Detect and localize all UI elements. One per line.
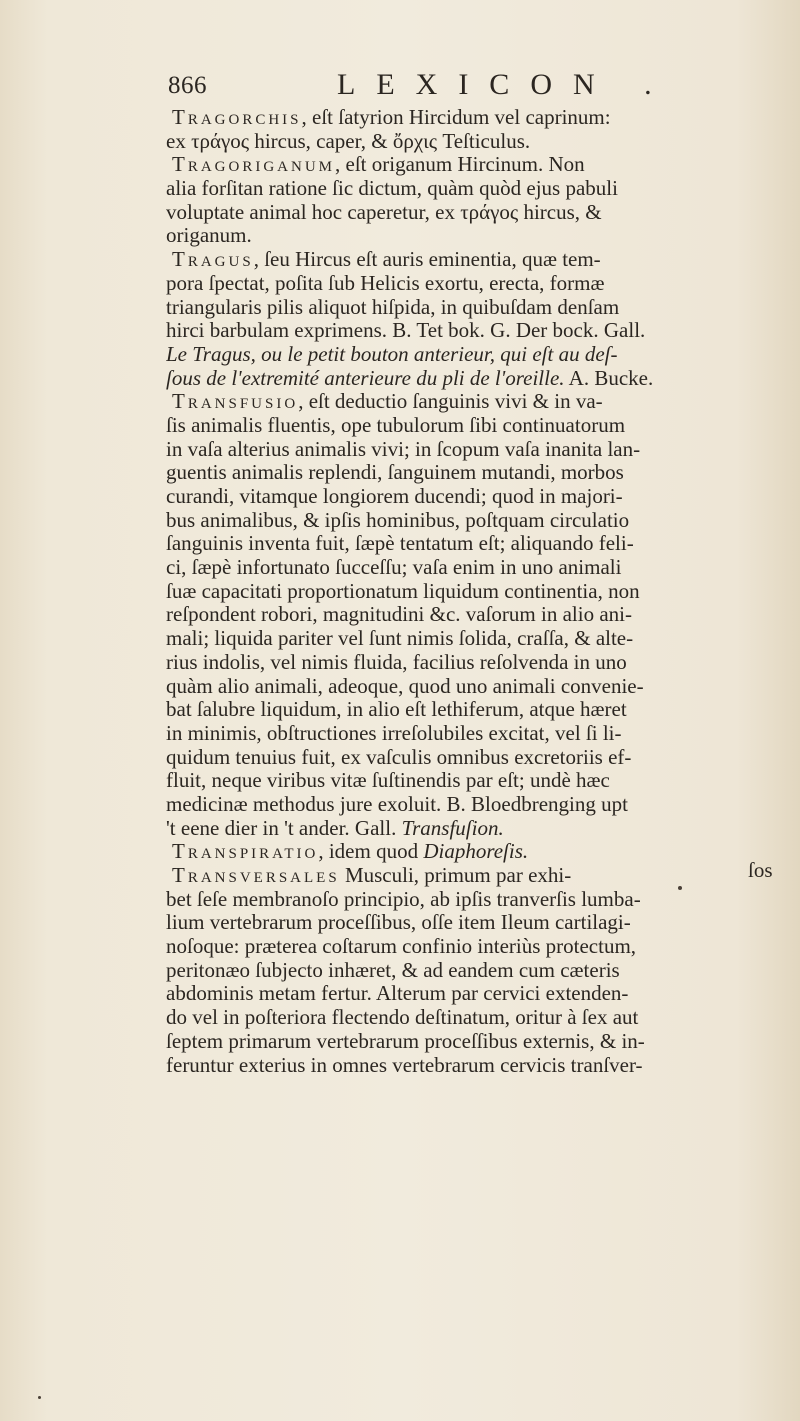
line-text: , ſeu Hircus eſt auris eminentia, quæ tem-: [253, 248, 601, 272]
line-text: Musculi, primum par exhi-: [339, 864, 572, 887]
text-line: [166, 769, 794, 793]
italic-text: Transfuſion.: [401, 816, 504, 840]
text-line: [166, 556, 794, 580]
text-line: [166, 698, 794, 722]
text-line: [166, 343, 794, 367]
line-text: mali; liquida pariter vel ſunt nimis ſolida, craſſa, & alte-: [166, 627, 634, 651]
text-line: [166, 580, 794, 604]
headword: Transpiratio: [172, 840, 319, 864]
headword: Tragoriganum: [172, 153, 335, 177]
text-line: [166, 651, 794, 675]
text-line: [166, 509, 794, 533]
line-text: triangularis pilis aliquot hiſpida, in quibuſdam denſam: [166, 295, 620, 319]
line-text: guentis animalis replendi, ſanguinem mutandi, morbos: [166, 461, 624, 485]
line-text: ſis animalis fluentis, ope tubulorum ſibi continuatorum: [166, 413, 626, 437]
text-line: [166, 840, 794, 864]
text-line: [166, 982, 794, 1006]
text-line: [166, 130, 794, 154]
text-line: [166, 864, 794, 888]
line-text: ex τράγος hircus, caper, & ὄρχις Teſticulus.: [166, 129, 531, 153]
ink-speck: [38, 1396, 41, 1399]
headword: Transversales: [172, 864, 340, 887]
text-line: [166, 746, 794, 770]
line-text: lium vertebrarum proceſſibus, oſſe item Ileum cartilagi-: [166, 911, 631, 935]
text-line: [166, 1030, 794, 1054]
line-text: quàm alio animali, adeoque, quod uno animali convenie-: [166, 674, 644, 698]
headword: Tragus: [172, 248, 254, 272]
text-line: [166, 485, 794, 509]
text-line: [166, 224, 794, 248]
text-line: [166, 438, 794, 462]
text-line: [166, 177, 794, 201]
page-header: [162, 66, 722, 106]
line-text: , idem quod: [318, 840, 424, 864]
text-line: [166, 201, 794, 225]
text-line: [166, 817, 794, 841]
line-text: bus animalibus, & ipſis hominibus, poſtquam circulatio: [166, 508, 630, 532]
line-text: hirci barbulam exprimens. B. Tet bok. G. Der bock. Gall.: [166, 319, 646, 343]
dictionary-text: [166, 106, 794, 1077]
line-text: voluptate animal hoc caperetur, ex τράγος hircus, &: [166, 200, 602, 224]
text-line: [166, 296, 794, 320]
text-line: [166, 603, 794, 627]
italic-text: Diaphoreſis.: [423, 840, 529, 864]
text-line: [166, 106, 794, 130]
line-text: medicinæ methodus jure exoluit. B. Bloedbrenging upt: [166, 792, 628, 816]
catchword: ſos: [748, 858, 773, 882]
text-line: [166, 272, 794, 296]
text-line: [166, 888, 794, 912]
page-number: 866: [168, 72, 207, 99]
line-text: fluit, neque viribus vitæ ſuſtinendis par eſt; undè hæc: [166, 769, 610, 793]
line-text: noſoque: præterea coſtarum confinio interiùs protectum,: [166, 935, 637, 959]
line-text: , eſt ſatyrion Hircidum vel caprinum:: [301, 106, 611, 129]
line-text: bat ſalubre liquidum, in alio eſt lethiferum, atque hæret: [166, 698, 627, 722]
text-line: [166, 319, 794, 343]
line-text: reſpondent robori, magnitudini &c. vaſorum in alio ani-: [166, 603, 632, 627]
line-text: ci, ſæpè infortunato ſucceſſu; vaſa enim in uno animali: [166, 556, 622, 580]
text-line: [166, 248, 794, 272]
line-text: in minimis, obſtructiones irreſolubiles excitat, vel ſi li-: [166, 721, 622, 745]
running-title: LEXICON .: [337, 68, 673, 101]
line-text: feruntur exterius in omnes vertebrarum cervicis tranſver-: [166, 1053, 643, 1077]
text-line: [166, 1006, 794, 1030]
line-text: quidum tenuius fuit, ex vaſculis omnibus excretoriis ef-: [166, 745, 632, 769]
line-text: , eſt deductio ſanguinis vivi & in va-: [298, 390, 603, 414]
line-text: abdominis metam fertur. Alterum par cervici extenden-: [166, 982, 629, 1006]
text-line: [166, 722, 794, 746]
line-text: curandi, vitamque longiorem ducendi; quod in majori-: [166, 485, 623, 508]
text-line: [166, 675, 794, 699]
line-text: alia forſitan ratione ſic dictum, quàm quòd ejus pabuli: [166, 177, 618, 201]
text-line: [166, 793, 794, 817]
line-text: , eſt origanum Hircinum. Non: [335, 153, 585, 177]
text-line: [166, 627, 794, 651]
line-text: rius indolis, vel nimis fluida, facilius reſolvenda in uno: [166, 650, 627, 674]
line-text: ſeptem primarum vertebrarum proceſſibus externis, & in-: [166, 1029, 645, 1053]
line-text: pora ſpectat, poſita ſub Helicis exortu, erecta, formæ: [166, 271, 605, 295]
text-line: [166, 367, 794, 391]
headword: Tragorchis: [172, 106, 302, 129]
text-line: [166, 911, 794, 935]
line-text: A. Bucke.: [564, 366, 654, 390]
text-line: [166, 532, 794, 556]
line-text: do vel in poſteriora flectendo deſtinatum, oritur à ſex aut: [166, 1006, 639, 1030]
text-line: [166, 414, 794, 438]
ink-speck: [678, 886, 682, 890]
text-line: [166, 1054, 794, 1078]
line-text: in vaſa alterius animalis vivi; in ſcopum vaſa inanita lan-: [166, 437, 641, 461]
text-line: [166, 959, 794, 983]
text-line: [166, 935, 794, 959]
italic-text: ſous de l'extremité anterieure du pli de l'oreille.: [166, 366, 565, 390]
headword: Transfusio: [172, 390, 299, 414]
text-line: [166, 153, 794, 177]
line-text: ſanguinis inventa fuit, ſæpè tentatum eſt; aliquando feli-: [166, 532, 634, 556]
line-text: origanum.: [166, 224, 252, 248]
line-text: peritonæo ſubjecto inhæret, & ad eandem cum cæteris: [166, 958, 620, 982]
text-line: [166, 390, 794, 414]
italic-text: Le Tragus, ou le petit bouton anterieur, qui eſt au deſ-: [166, 342, 618, 366]
line-text: ſuæ capacitati proportionatum liquidum continentia, non: [166, 579, 640, 603]
line-text: 't eene dier in 't ander. Gall.: [166, 816, 402, 840]
text-line: [166, 461, 794, 485]
line-text: bet ſeſe membranoſo principio, ab ipſis tranverſis lumba-: [166, 887, 641, 911]
